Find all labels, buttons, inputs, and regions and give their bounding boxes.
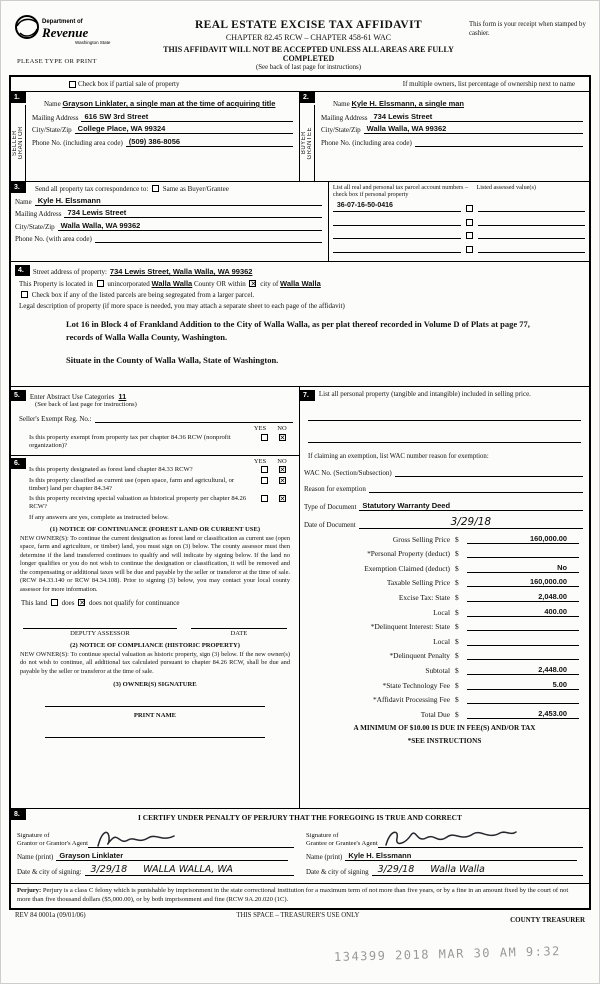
dollar-sign: $ bbox=[455, 592, 459, 602]
section-1-badge: 1. bbox=[11, 92, 26, 103]
excise-tax-table: Gross Selling Price $ 160,000.00 *Personal Property (deduct) $ Exemption Claimed (deduct) $ No Taxable Selling Price $ 160,000.00 Excise Tax: State $ 2,048.00 Local $ 400.00 *Delinquent Interest: State $ Local $ *Delinquent Penalty $ Subtotal $ 2,448.00 *State Technology Fee $ 5.00 *Affidavit Processing Fee $ Total Due $ 2,453.00 bbox=[300, 534, 589, 719]
grantor-name-label: Name (print) bbox=[17, 852, 54, 861]
phone-label: Phone No. (including area code) bbox=[321, 138, 412, 147]
name-label: Name bbox=[333, 100, 350, 108]
grantee-date-value: 3/29/18 bbox=[377, 863, 415, 875]
perjury-notice bbox=[11, 883, 589, 908]
parcel-row bbox=[333, 229, 585, 239]
personal-property-checkbox[interactable] bbox=[466, 246, 473, 253]
gross-selling-price-input[interactable]: 160,000.00 bbox=[467, 534, 579, 544]
notice-compliance-text: NEW OWNER(S): To continue special valuation as historic property, sign (3) below. If the new owner(s) do not wish to continue, all additional tax calculated pursuant to chapter 84.26 RCW, shall be due and payable by the seller or transferor at the time of sale. bbox=[20, 650, 290, 675]
logo-dept-text: Department of bbox=[42, 19, 83, 25]
historic-question: Is this property receiving special valuation as historical property per chapter 84.26 RCW? bbox=[29, 495, 247, 511]
buyer-grantee-label: BUYER GRANTEE bbox=[300, 105, 315, 181]
excise-tax-local-input[interactable]: 400.00 bbox=[467, 607, 579, 617]
same-as-buyer-label: Same as Buyer/Grantee bbox=[162, 185, 229, 193]
county-input[interactable]: Walla Walla bbox=[151, 279, 193, 288]
grantee-city-value: Walla Walla bbox=[430, 863, 485, 875]
section-8-badge: 8. bbox=[11, 809, 26, 820]
dollar-sign: $ bbox=[455, 578, 459, 588]
section-2-badge: 2. bbox=[300, 92, 315, 103]
exempt-reg-label: Seller's Exempt Reg. No.: bbox=[19, 415, 92, 423]
see-back-note: (See back of last page for instructions) bbox=[35, 401, 137, 408]
subtotal-input[interactable]: 2,448.00 bbox=[467, 665, 579, 675]
grantee-signature-stroke bbox=[382, 826, 522, 852]
grantor-date-value: 3/29/18 bbox=[90, 863, 128, 875]
unincorporated-label: unincorporated bbox=[107, 280, 150, 288]
date-label: DATE bbox=[230, 629, 248, 637]
exempt-yes-checkbox[interactable] bbox=[261, 434, 268, 441]
abstract-use-section bbox=[11, 387, 299, 456]
city-of-label: city of bbox=[260, 280, 279, 288]
deputy-assessor-label: DEPUTY ASSESSOR bbox=[70, 629, 130, 637]
forest-yes-checkbox[interactable] bbox=[261, 466, 268, 473]
delinquent-interest-state-input[interactable] bbox=[467, 621, 579, 631]
name-label: Name bbox=[15, 197, 32, 206]
certify-statement: I CERTIFY UNDER PENALTY OF PERJURY THAT THE FOREGOING IS TRUE AND CORRECT bbox=[138, 813, 462, 822]
grantor-signature-stroke bbox=[92, 826, 222, 852]
delinquent-interest-local-input[interactable] bbox=[467, 636, 579, 646]
affidavit-processing-fee-input[interactable] bbox=[467, 694, 579, 704]
street-address-label: Street address of property: bbox=[32, 268, 107, 276]
grantee-date-city-input[interactable] bbox=[372, 864, 583, 876]
seller-phone-input[interactable]: (509) 386-8056 bbox=[126, 137, 293, 147]
assessed-value-input[interactable] bbox=[478, 216, 585, 226]
mailing-label: Mailing Address bbox=[321, 113, 368, 122]
treasurer-space-label: THIS SPACE – TREASURER'S USE ONLY bbox=[236, 912, 360, 920]
personal-property-section bbox=[300, 387, 589, 808]
historic-no-checkbox[interactable] bbox=[279, 495, 286, 502]
seller-grantor-label: SELLER GRANTOR bbox=[11, 105, 26, 181]
perjury-label: Perjury: bbox=[17, 887, 42, 894]
section-3-badge: 3. bbox=[11, 182, 26, 193]
logo-state-text: Washington State bbox=[75, 40, 111, 45]
section-6-badge: 6. bbox=[11, 458, 26, 469]
see-back-note: (See back of last page for instructions) bbox=[256, 64, 361, 71]
dollar-sign: $ bbox=[455, 549, 459, 559]
parcel-numbers-section bbox=[329, 182, 589, 261]
seller-mailing-input[interactable]: 616 SW 3rd Street bbox=[81, 112, 293, 122]
does-not-label: does not bbox=[88, 598, 113, 607]
multiple-owners-label: If multiple owners, list percentage of ownership next to name bbox=[402, 80, 575, 88]
dollar-sign: $ bbox=[455, 534, 459, 544]
current-use-yes-checkbox[interactable] bbox=[261, 477, 268, 484]
assessed-values-label: Listed assessed value(s) bbox=[476, 184, 536, 191]
county-or-label: County OR within bbox=[193, 280, 246, 288]
dollar-sign: $ bbox=[455, 665, 459, 675]
buyer-mailing-input[interactable]: 734 Lewis Street bbox=[370, 112, 583, 122]
excise-tax-state-input[interactable]: 2,048.00 bbox=[467, 592, 579, 602]
segregated-checkbox[interactable] bbox=[21, 291, 28, 298]
total-due-input[interactable]: 2,453.00 bbox=[467, 709, 579, 719]
form-chapter: CHAPTER 82.45 RCW – CHAPTER 458-61 WAC bbox=[225, 33, 392, 42]
correspondence-city-input[interactable]: Walla Walla, WA 99362 bbox=[58, 221, 322, 231]
logo-name-text: Revenue bbox=[42, 25, 89, 40]
located-in-label: This Property is located in bbox=[19, 280, 93, 288]
city-label: City/State/Zip bbox=[32, 126, 72, 135]
wac-label: WAC No. (Section/Subsection) bbox=[304, 468, 392, 477]
buyer-phone-input[interactable] bbox=[415, 137, 583, 147]
exempt-reg-input[interactable] bbox=[95, 413, 293, 423]
grantee-signature[interactable] bbox=[378, 826, 583, 848]
correspondence-name-input[interactable]: Kyle H. Elssmann bbox=[35, 196, 322, 206]
owners-signature-line[interactable] bbox=[45, 694, 265, 707]
assessed-value-input[interactable] bbox=[478, 202, 585, 212]
historic-yes-checkbox[interactable] bbox=[261, 495, 268, 502]
state-technology-fee-input[interactable]: 5.00 bbox=[467, 680, 579, 690]
qualify-label: qualify for continuance bbox=[114, 598, 180, 607]
buyer-name-input[interactable]: Kyle H. Elssmann, a single man bbox=[351, 99, 465, 108]
does-qualify-checkbox[interactable] bbox=[51, 599, 58, 606]
tax-correspondence-section bbox=[11, 182, 329, 261]
city-checkbox[interactable] bbox=[249, 280, 256, 287]
notice-continuance-title: (1) NOTICE OF CONTINUANCE (FOREST LAND OR CURRENT USE) bbox=[49, 525, 261, 533]
dollar-sign: $ bbox=[455, 622, 459, 632]
doc-date-label: Date of Document bbox=[304, 521, 356, 529]
dollar-sign: $ bbox=[455, 695, 459, 705]
dor-logo bbox=[13, 13, 131, 47]
taxable-selling-price-input[interactable]: 160,000.00 bbox=[467, 577, 579, 587]
owners-signature-label: (3) OWNER(S) SIGNATURE bbox=[113, 681, 197, 689]
this-land-label: This land bbox=[21, 598, 48, 607]
parcel-row bbox=[333, 243, 585, 253]
grantor-signature-block bbox=[11, 824, 300, 880]
legal-description-text[interactable]: Lot 16 in Block 4 of Frankland Addition to the City of Walla Walla, as per plat thereof recorded in Volume D of Plats at page 77, records of Walla Walla County, Washington. bbox=[66, 319, 530, 342]
notice-compliance-title: (2) NOTICE OF COMPLIANCE (HISTORIC PROPERTY) bbox=[70, 641, 240, 649]
form-warning: THIS AFFIDAVIT WILL NOT BE ACCEPTED UNLESS ALL AREAS ARE FULLY COMPLETED bbox=[163, 45, 454, 63]
footer-row bbox=[9, 910, 591, 924]
certification-section bbox=[11, 809, 589, 883]
exemption-claim-label: If claiming an exemption, list WAC number reason for exemption: bbox=[308, 453, 489, 460]
abstract-use-input[interactable]: 11 bbox=[118, 392, 127, 401]
form-body bbox=[9, 75, 591, 910]
county-treasurer-label: COUNTY TREASURER bbox=[510, 916, 585, 925]
personal-property-line[interactable] bbox=[308, 409, 581, 421]
grantor-signature[interactable] bbox=[88, 826, 294, 848]
parcel-number-input[interactable] bbox=[333, 243, 461, 253]
forest-no-checkbox[interactable] bbox=[279, 466, 286, 473]
print-name-line[interactable] bbox=[45, 725, 265, 738]
parcel-header-label: List all real and personal tax parcel account numbers – check box if personal property bbox=[332, 184, 469, 199]
cashier-date-stamp: 134399 2018 MAR 30 AM 9:32 bbox=[334, 944, 562, 964]
mailing-label: Mailing Address bbox=[15, 210, 62, 218]
perjury-text: Perjury is a class C felony which is punishable by imprisonment in the state correctional institution for a maximum term of not more than five years, or by a fine in an amount fixed by the court of not more than five thousand dollars ($5,000.00), or by both imprisonment and fine (RCW 9A.20.020 (1C). bbox=[17, 887, 569, 903]
yes-no-header: YES NO bbox=[253, 457, 287, 465]
correspondence-mailing-input[interactable]: 734 Lewis Street bbox=[64, 208, 321, 218]
see-instructions-note: *SEE INSTRUCTIONS bbox=[407, 736, 482, 745]
exempt-no-checkbox[interactable] bbox=[279, 434, 286, 441]
unincorporated-checkbox[interactable] bbox=[97, 280, 104, 287]
form-header bbox=[13, 13, 587, 71]
doc-type-label: Type of Document bbox=[304, 502, 357, 511]
seller-city-input[interactable]: College Place, WA 99324 bbox=[75, 124, 293, 134]
segregated-label: Check box if any of the listed parcels are being segregated from a larger parcel. bbox=[31, 291, 255, 299]
buyer-city-input[interactable]: Walla Walla, WA 99362 bbox=[364, 124, 583, 134]
section-5-badge: 5. bbox=[11, 390, 26, 401]
same-as-buyer-checkbox[interactable] bbox=[152, 185, 159, 192]
mailing-label: Mailing Address bbox=[32, 113, 79, 122]
minimum-fee-note: A MINIMUM OF $10.00 IS DUE IN FEE(S) AND/OR TAX bbox=[353, 723, 536, 732]
correspondence-phone-input[interactable] bbox=[95, 233, 322, 243]
personal-property-label: List all personal property (tangible and intangible) included in selling price. bbox=[318, 390, 531, 398]
legal-description-label: Legal description of property (if more space is needed, you may attach a separate sheet to each page of the affidavit) bbox=[19, 302, 345, 310]
city-label: City/State/Zip bbox=[15, 222, 55, 231]
seller-section bbox=[11, 92, 300, 181]
grantee-name-input[interactable]: Kyle H. Elssmann bbox=[345, 851, 577, 861]
delinquent-penalty-input[interactable] bbox=[467, 650, 579, 660]
grantor-name-input[interactable]: Grayson Linklater bbox=[56, 851, 288, 861]
if-any-yes-label: If any answers are yes, complete as instructed below. bbox=[29, 513, 169, 521]
rev-number: REV 84 0001a (09/01/06) bbox=[15, 912, 86, 920]
name-label: Name bbox=[44, 100, 61, 108]
section-7-badge: 7. bbox=[300, 390, 315, 401]
buyer-section bbox=[300, 92, 589, 181]
doc-date-input[interactable]: 3/29/18 bbox=[359, 516, 583, 529]
personal-property-line[interactable] bbox=[308, 431, 581, 443]
doc-type-input[interactable]: Statutory Warranty Deed bbox=[359, 501, 583, 511]
does-label: does bbox=[61, 598, 75, 607]
partial-sale-row bbox=[11, 77, 589, 92]
grantor-date-city-input[interactable] bbox=[85, 864, 294, 876]
grantee-date-label: Date & city of signing bbox=[306, 867, 369, 876]
forest-land-question: Is this property designated as forest land chapter 84.33 RCW? bbox=[29, 466, 193, 474]
form-title: REAL ESTATE EXCISE TAX AFFIDAVIT bbox=[194, 19, 423, 31]
phone-label: Phone No. (with area code) bbox=[15, 235, 92, 243]
dollar-sign: $ bbox=[455, 651, 459, 661]
land-classification-section bbox=[11, 458, 299, 744]
street-address-input[interactable]: 734 Lewis Street, Walla Walla, WA 99362 bbox=[109, 267, 253, 276]
grantor-sig-label2: Grantor or Grantor's Agent bbox=[17, 839, 88, 847]
parcel-row bbox=[333, 202, 585, 212]
grantee-name-label: Name (print) bbox=[306, 852, 343, 861]
grantee-sig-label: Signature of bbox=[306, 831, 339, 839]
notice-continuance-text: NEW OWNER(S): To continue the current designation as forest land or classification as current use (open space, farm and agriculture, or timber) land, you must sign on (3) below. The county assessor must then determine if the land transferred continues to qualify and will indicate by signing below. If the land no longer qualifies or you do not wish to continue the designation or classification, it will be removed and the compensating or additional taxes will be due and payable by the seller or transferor at the time of sale. (RCW 84.33.140 or RCW 84.34.108). Prior to signing (3) below, you may contact your local county assessor for more information. bbox=[20, 534, 290, 594]
parcel-number-input[interactable] bbox=[333, 229, 461, 239]
grantee-sig-label2: Grantee or Grantee's Agent bbox=[306, 839, 378, 847]
deputy-date-line[interactable] bbox=[191, 621, 287, 629]
city-input[interactable]: Walla Walla bbox=[280, 279, 321, 288]
dollar-sign: $ bbox=[455, 607, 459, 617]
grantee-signature-block bbox=[300, 824, 589, 880]
section-4-badge: 4. bbox=[15, 265, 30, 276]
grantor-date-label: Date & city of signing: bbox=[17, 867, 82, 876]
exemption-claimed-input[interactable]: No bbox=[467, 563, 579, 573]
assessed-value-input[interactable] bbox=[478, 243, 585, 253]
deputy-assessor-signature-line[interactable] bbox=[23, 621, 177, 629]
abstract-use-label: Enter Abstract Use Categories bbox=[29, 393, 115, 401]
city-label: City/State/Zip bbox=[321, 126, 361, 135]
wac-input[interactable] bbox=[395, 467, 583, 477]
current-use-question: Is this property classified as current use (open space, farm and agricultural, or timber) land per chapter 84.34? bbox=[29, 477, 235, 493]
parcel-row bbox=[333, 216, 585, 226]
assessed-value-input[interactable] bbox=[478, 229, 585, 239]
does-not-qualify-checkbox[interactable] bbox=[78, 599, 85, 606]
partial-sale-label: Check box if partial sale of property bbox=[78, 80, 180, 88]
personal-property-checkbox[interactable] bbox=[466, 219, 473, 226]
grantor-city-value: WALLA WALLA, WA bbox=[143, 863, 233, 875]
reason-exemption-label: Reason for exemption bbox=[304, 485, 366, 493]
current-use-no-checkbox[interactable] bbox=[279, 477, 286, 484]
send-correspondence-label: Send all property tax correspondence to: bbox=[35, 185, 149, 193]
print-name-label: PRINT NAME bbox=[133, 712, 177, 720]
parcel-number-input[interactable]: 36-07-16-50-0416 bbox=[333, 202, 461, 212]
parcel-number-input[interactable] bbox=[333, 216, 461, 226]
personal-property-checkbox[interactable] bbox=[466, 232, 473, 239]
property-location-section bbox=[11, 262, 589, 387]
exempt-question-label: Is this property exempt from property tax per chapter 84.36 RCW (nonprofit organization)? bbox=[29, 433, 231, 449]
dollar-sign: $ bbox=[455, 709, 459, 719]
grantor-sig-label: Signature of bbox=[17, 831, 50, 839]
reason-exemption-input[interactable] bbox=[369, 483, 583, 493]
seller-name-input[interactable]: Grayson Linklater, a single man at the time of acquiring title bbox=[62, 99, 276, 108]
situate-line: Situate in the County of Walla Walla, State of Washington. bbox=[66, 354, 279, 365]
please-type-label: PLEASE TYPE OR PRINT bbox=[17, 58, 97, 65]
personal-property-deduct-input[interactable] bbox=[467, 548, 579, 558]
dollar-sign: $ bbox=[455, 563, 459, 573]
dollar-sign: $ bbox=[455, 636, 459, 646]
personal-property-checkbox[interactable] bbox=[466, 205, 473, 212]
dollar-sign: $ bbox=[455, 680, 459, 690]
yes-no-header: YES NO bbox=[253, 425, 287, 432]
phone-label: Phone No. (including area code) bbox=[32, 138, 123, 147]
receipt-note: This form is your receipt when stamped by cashier. bbox=[469, 21, 586, 37]
partial-sale-checkbox[interactable] bbox=[69, 81, 76, 88]
